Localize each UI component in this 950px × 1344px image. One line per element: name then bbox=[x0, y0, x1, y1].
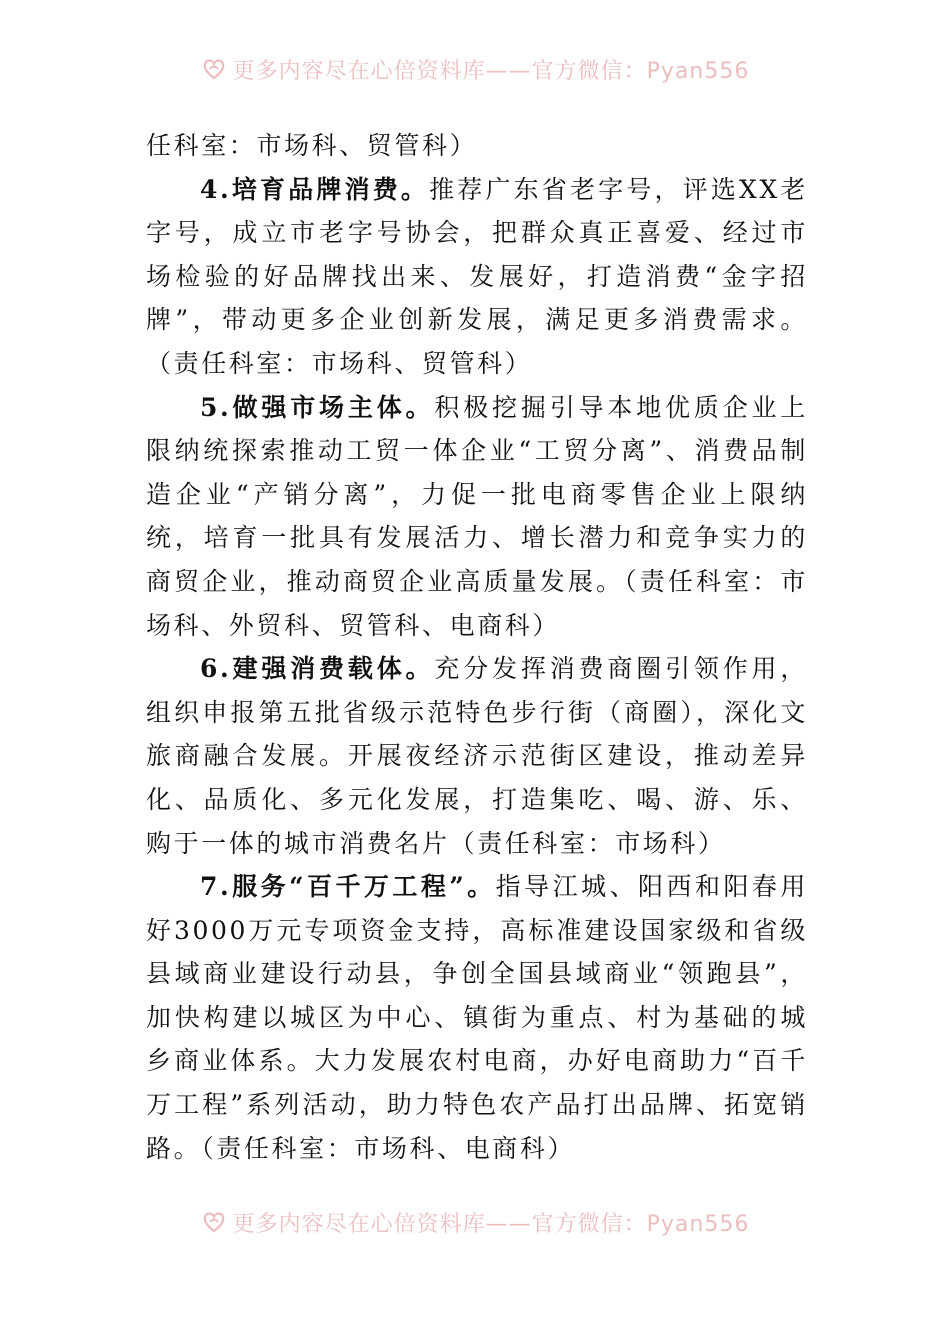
continuation-text: 任科室：市场科、贸管科） bbox=[146, 131, 478, 160]
item-6-body: 充分发挥消费商圈引领作用，组织申报第五批省级示范特色步行街（商圈），深化文旅商融合发展。开展夜经济示范街区建设，推动差异化、品质化、多元化发展，打造集吃、喝、游、乐、购于一体的城市消费名片（责任科室：市场科） bbox=[146, 654, 808, 858]
item-4-paragraph bbox=[146, 168, 808, 386]
item-5-body: 积极挖掘引导本地优质企业上限纳统探索推动工贸一体企业“工贸分离”、消费品制造企业“产销分离”，力促一批电商零售企业上限纳统，培育一批具有发展活力、增长潜力和竞争实力的商贸企业，推动商贸企业高质量发展。（责任科室：市场科、外贸科、贸管科、电商科） bbox=[146, 392, 808, 640]
item-7-paragraph bbox=[146, 865, 808, 1170]
item-7-heading: 7.服务“百千万工程”。 bbox=[200, 872, 496, 902]
watermark-text: 更多内容尽在心倍资料库——官方微信：Pyan556 bbox=[232, 1211, 750, 1237]
item-6-heading: 6.建强消费载体。 bbox=[200, 654, 435, 684]
item-5-paragraph bbox=[146, 386, 808, 648]
watermark-footer bbox=[0, 1205, 950, 1239]
heart-swirl-icon bbox=[201, 57, 227, 81]
heart-swirl-icon bbox=[201, 1210, 227, 1234]
item-5-heading: 5.做强市场主体。 bbox=[200, 392, 435, 422]
document-body bbox=[146, 124, 808, 1170]
item-4-heading: 4.培育品牌消费。 bbox=[200, 174, 430, 204]
watermark-header bbox=[0, 52, 950, 86]
item-7-body: 指导江城、阳西和阳春用好3000万元专项资金支持，高标准建设国家级和省级县域商业建设行动县，争创全国县域商业“领跑县”，加快构建以城区为中心、镇街为重点、村为基础的城乡商业体系。大力发展农村电商，办好电商助力“百千万工程”系列活动，助力特色农产品打出品牌、拓宽销路。（责任科室：市场科、电商科） bbox=[146, 872, 809, 1163]
watermark-text: 更多内容尽在心倍资料库——官方微信：Pyan556 bbox=[232, 58, 750, 84]
item-6-paragraph bbox=[146, 647, 808, 865]
item-4-body: 推荐广东省老字号，评选XX老字号，成立市老字号协会，把群众真正喜爱、经过市场检验的好品牌找出来、发展好，打造消费“金字招牌”，带动更多企业创新发展，满足更多消费需求。（责任科室：市场科、贸管科） bbox=[146, 174, 809, 378]
